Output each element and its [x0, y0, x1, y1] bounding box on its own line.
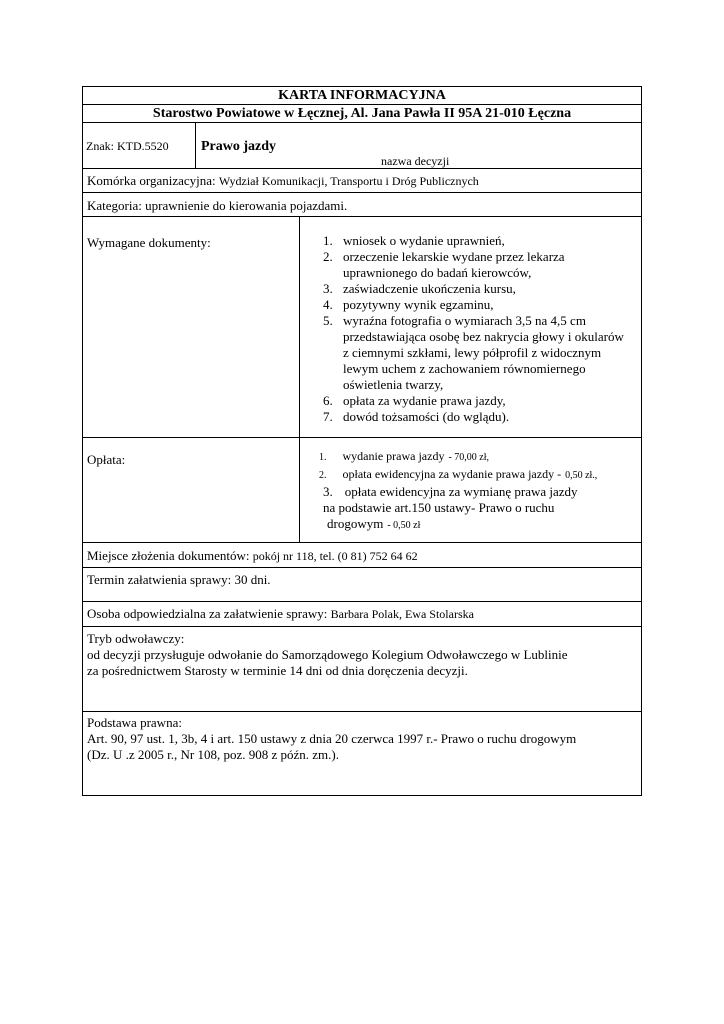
sign-label: Znak: KTD.5520: [86, 139, 169, 153]
decision-caption: nazwa decyzji: [381, 154, 450, 168]
document-item-number: 2.: [323, 249, 333, 264]
document-item-text: wyraźna fotografia o wymiarach 3,5 na 4,5 cm: [343, 313, 586, 328]
fee-item-3-line-2: na podstawie art.150 ustawy- Prawo o ruchu: [323, 500, 555, 515]
documents-divider: [299, 217, 300, 437]
document-item-text: pozytywny wynik egzaminu,: [343, 297, 494, 312]
legal-line-1: Art. 90, 97 ust. 1, 3b, 4 i art. 150 ustawy z dnia 20 czerwca 1997 r.- Prawo o ruchu drogowym: [87, 731, 577, 746]
document-item: [313, 393, 624, 409]
unit-text: [87, 173, 479, 189]
document-item: [313, 233, 624, 249]
document-item: [313, 409, 624, 425]
fee-item-3-num: 3.: [323, 484, 333, 499]
fees-divider: [299, 438, 300, 542]
deadline-row: [83, 568, 641, 602]
place-row: [83, 543, 641, 568]
document-item-number: 4.: [323, 297, 333, 312]
category-row: [83, 193, 641, 217]
unit-value: Wydział Komunikacji, Transportu i Dróg Publicznych: [218, 174, 479, 188]
document-item-text: oświetlenia twarzy,: [343, 377, 444, 392]
appeal-label: Tryb odwoławczy:: [87, 631, 185, 646]
place-text: [87, 548, 418, 564]
fees-row: [83, 438, 641, 543]
unit-row: [83, 169, 641, 193]
document-item-number: 7.: [323, 409, 333, 424]
document-item-continuation: [313, 361, 624, 377]
document-item-number: 6.: [323, 393, 333, 408]
fee-item-3: [319, 484, 597, 500]
appeal-line-2: za pośrednictwem Starosty w terminie 14 dni od dnia doręczenia decyzji.: [87, 663, 468, 678]
fee-item-2-num: 2.: [319, 470, 327, 481]
document-item-text: dowód tożsamości (do wglądu).: [343, 409, 510, 424]
document-item: [313, 249, 624, 265]
document-item-text: orzeczenie lekarskie wydane przez lekarza: [343, 249, 565, 264]
document-item: [313, 313, 624, 329]
place-value: pokój nr 118, tel. (0 81) 752 64 62: [252, 549, 418, 563]
title-row: [83, 87, 641, 105]
category-text: Kategoria: uprawnienie do kierowania pojazdami.: [87, 198, 348, 213]
legal-row: [83, 712, 641, 796]
fee-item-1-text: wydanie prawa jazdy: [342, 449, 445, 463]
document-item-text: lewym uchem z zachowaniem równomiernego: [343, 361, 586, 376]
decision-name: Prawo jazdy: [201, 139, 277, 154]
office-address: Starostwo Powiatowe w Łęcznej, Al. Jana Pawła II 95A 21-010 Łęczna: [152, 106, 572, 121]
document-item-continuation: [313, 265, 624, 281]
person-row: [83, 602, 641, 627]
document-item-text: z ciemnymi szkłami, lewy półprofil z widocznym: [343, 345, 602, 360]
fee-item-3-line-3: drogowym - 0,50 zł: [327, 516, 421, 531]
person-label: Osoba odpowiedzialna za załatwienie sprawy:: [87, 606, 328, 621]
document-item-continuation: [313, 377, 624, 393]
documents-label: Wymagane dokumenty:: [87, 235, 211, 250]
fee-item-1-num: 1.: [319, 452, 327, 463]
document-item-text: zaświadczenie ukończenia kursu,: [343, 281, 516, 296]
place-label: Miejsce złożenia dokumentów:: [87, 548, 250, 563]
appeal-row: [83, 627, 641, 712]
fee-item-2-amount: 0,50 zł.,: [565, 470, 598, 481]
fees-label: Opłata:: [87, 452, 126, 467]
fee-item-2-text: opłata ewidencyjna za wydanie prawa jazdy -: [342, 467, 562, 481]
document-item-text: wniosek o wydanie uprawnień,: [343, 233, 505, 248]
person-text: [87, 606, 474, 622]
documents-row: [83, 217, 641, 438]
document-item-continuation: [313, 345, 624, 361]
fee-item-1: [319, 448, 597, 466]
documents-list: [313, 233, 624, 425]
sign-row: [83, 123, 641, 169]
document-item-number: 3.: [323, 281, 333, 296]
document-item: [313, 281, 624, 297]
sign-divider: [195, 123, 196, 168]
information-card: [82, 86, 642, 796]
appeal-line-1: od decyzji przysługuje odwołanie do Samorządowego Kolegium Odwoławczego w Lublinie: [87, 647, 568, 662]
person-value: Barbara Polak, Ewa Stolarska: [330, 607, 474, 621]
fee-item-2: [319, 466, 597, 484]
deadline-text: Termin załatwienia sprawy: 30 dni.: [87, 572, 271, 587]
document-item-text: przedstawiająca osobę bez nakrycia głowy i okularów: [343, 329, 624, 344]
fee-item-3-text: opłata ewidencyjna za wymianę prawa jazdy: [344, 484, 578, 499]
document-item-text: opłata za wydanie prawa jazdy,: [343, 393, 506, 408]
document-item-number: 1.: [323, 233, 333, 248]
fees-list: [319, 448, 597, 534]
fee-item-3-amount: - 0,50 zł: [387, 520, 421, 531]
document-item-text: uprawnionego do badań kierowców,: [343, 265, 532, 280]
unit-label: Komórka organizacyjna:: [87, 173, 216, 188]
document-item-continuation: [313, 329, 624, 345]
fee-item-1-amount: - 70,00 zł,: [448, 452, 489, 463]
legal-label: Podstawa prawna:: [87, 715, 182, 730]
card-title: KARTA INFORMACYJNA: [278, 88, 446, 103]
legal-line-2: (Dz. U .z 2005 r., Nr 108, poz. 908 z późn. zm.).: [87, 747, 339, 762]
document-item: [313, 297, 624, 313]
document-item-number: 5.: [323, 313, 333, 328]
office-row: [83, 105, 641, 123]
